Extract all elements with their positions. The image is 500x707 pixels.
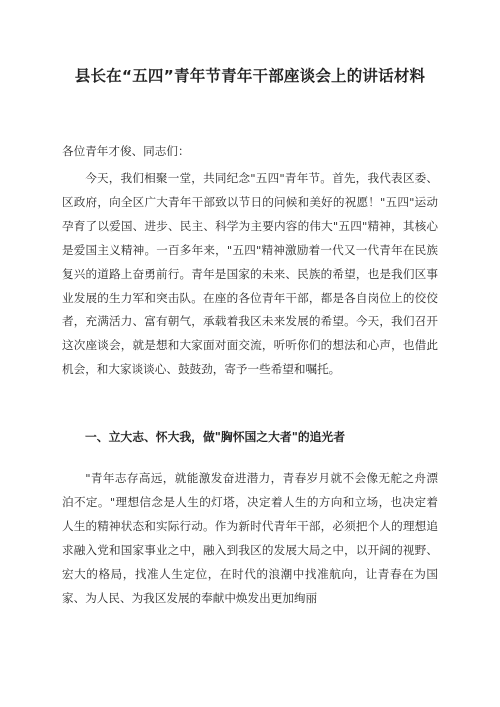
section-heading: 一、立大志、怀大我，做"胸怀国之大者"的追光者 (85, 430, 346, 444)
document-title: 县长在“五四”青年节青年干部座谈会上的讲话材料 (74, 67, 426, 85)
salutation: 各位青年才俊、同志们： (62, 144, 190, 158)
intro-paragraph: 今天，我们相聚一堂，共同纪念"五四"青年节。首先，我代表区委、区政府，向全区广大青年干部致以节日的问候和美好的祝愿！"五四"运动孕育了以爱国、进步、民主、科学为主要内容的伟大"五四"精神，其核心是爱国主义精神。一百多年来，"五四"精神激励着一代又一代青年在民族复兴的道路上奋勇前行。青年是国家的未来、民族的希望，也是我们区事业发展的生力军和突击队。在座的各位青年干部，都是各自岗位上的佼佼者，充满活力、富有朝气，承载着我区未来发展的希望。今天，我们召开这次座谈会，就是想和大家面对面交流，听听你们的想法和心声，也借此机会，和大家谈谈心、鼓鼓劲，寄予一些希望和嘱托。 (62, 171, 438, 377)
section-paragraph: "青年志存高远，就能激发奋进潜力，青春岁月就不会像无舵之舟漂泊不定。"理想信念是人生的灯塔，决定着人生的方向和立场，也决定着人生的精神状态和实际行动。作为新时代青年干部，必须把个人的理想追求融入党和国家事业之中，融入到我区的发展大局之中，以开阔的视野、宏大的格局，找准人生定位，在时代的浪潮中找准航向，让青春在为国家、为人民、为我区发展的奉献中焕发出更加绚丽 (62, 471, 438, 605)
